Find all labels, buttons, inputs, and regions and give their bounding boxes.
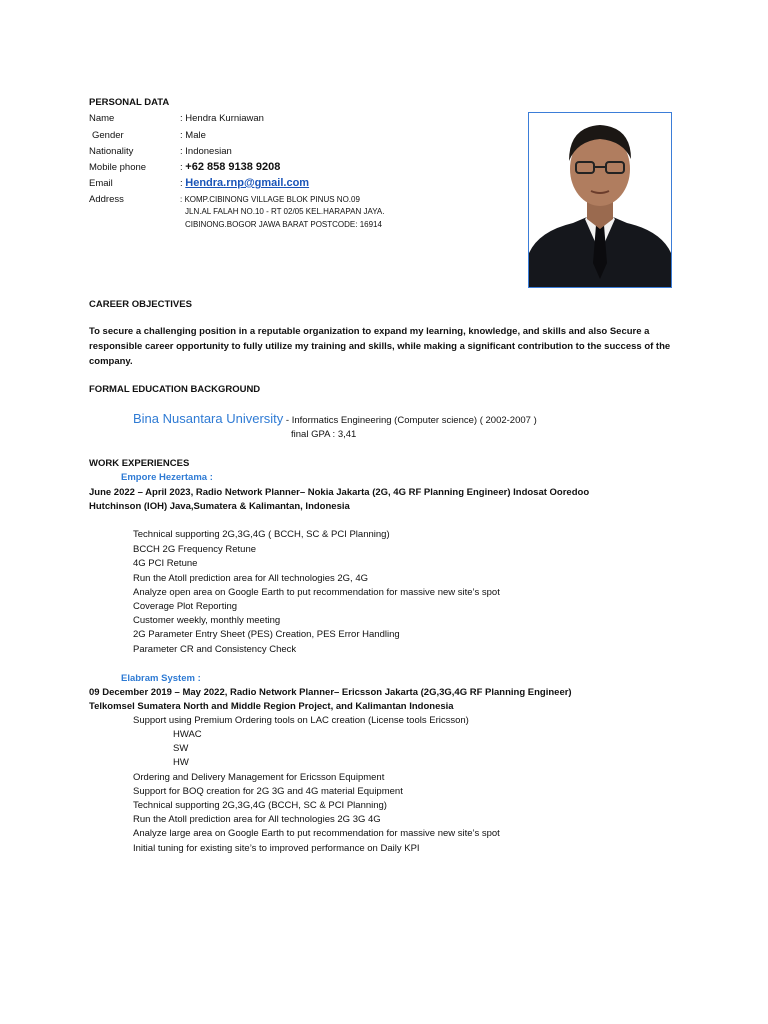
job2-task: Analyze large area on Google Earth to put recommendation for massive new site’s spot [133,828,500,839]
job1-title-line1: June 2022 – April 2023, Radio Network Planner– Nokia Jakarta (2G, 4G RF Planning Engineer) Indosat Ooredoo [89,487,590,498]
personal-data-heading: PERSONAL DATA [89,97,170,108]
job2-title-line2: Telkomsel Sumatera North and Middle Region Project, and Kalimantan Indonesia [89,701,454,712]
job2-task: Support for BOQ creation for 2G 3G and 4G material Equipment [133,786,403,797]
address-line-3: CIBINONG.BOGOR JAWA BARAT POSTCODE: 16914 [185,220,382,229]
job1-task: Technical supporting 2G,3G,4G ( BCCH, SC & PCI Planning) [133,529,390,540]
mobile-prefix: : [180,162,186,173]
work-heading: WORK EXPERIENCES [89,458,190,469]
job1-task: Customer weekly, monthly meeting [133,615,281,626]
job1-company: Empore Hezertama : [121,472,213,483]
job2-task: Run the Atoll prediction area for All technologies 2G 3G 4G [133,814,381,825]
email-label: Email [89,178,113,189]
nationality-value: : Indonesian [180,146,232,157]
education-gpa: final GPA : 3,41 [291,429,357,440]
name-row [89,113,264,124]
career-heading: CAREER OBJECTIVES [89,299,192,310]
job1-task: Coverage Plot Reporting [133,601,238,612]
education-heading: FORMAL EDUCATION BACKGROUND [89,384,261,395]
job2-title-line1: 09 December 2019 – May 2022, Radio Network Planner– Ericsson Jakarta (2G,3G,4G RF Planning Engineer) [89,687,572,698]
email-link[interactable]: Hendra.rnp@gmail.com [185,177,310,189]
gender-label: Gender [92,130,124,141]
job1-task: Parameter CR and Consistency Check [133,644,297,655]
education-row [133,410,537,428]
address-line-2: JLN.AL FALAH NO.10 - RT 02/05 KEL.HARAPAN JAYA. [185,207,385,216]
job2-subtask: HW [173,757,189,768]
nationality-label: Nationality [89,146,134,157]
job2-subtask: HWAC [173,729,202,740]
job1-task: Analyze open area on Google Earth to put recommendation for massive new site’s spot [133,587,500,598]
job1-title-line2: Hutchinson (IOH) Java,Sumatera & Kalimantan, Indonesia [89,501,350,512]
address-row [89,194,360,205]
address-label: Address [89,194,124,205]
mobile-label: Mobile phone [89,162,147,173]
address-line-1: : KOMP.CIBINONG VILLAGE BLOK PINUS NO.09 [180,195,360,204]
job2-task: Technical supporting 2G,3G,4G (BCCH, SC & PCI Planning) [133,800,387,811]
gender-value: : Male [180,130,206,141]
career-text: To secure a challenging position in a reputable organization to expand my learning, knowledge, and skills and also Secure a responsible career opportunity to fully utilize my training and skills, while making a significant contribution to the success of the company. [89,326,671,367]
job2-task: Ordering and Delivery Management for Ericsson Equipment [133,772,385,783]
job2-subtask: SW [173,743,189,754]
nationality-row [89,146,232,157]
job2-task: Support using Premium Ordering tools on LAC creation (License tools Ericsson) [133,715,469,726]
gender-row [89,130,206,141]
email-row [89,177,309,189]
mobile-value: +62 858 9138 9208 [185,161,281,173]
mobile-row [89,161,280,173]
job1-task: 4G PCI Retune [133,558,198,569]
job2-task: Initial tuning for existing site’s to improved performance on Daily KPI [133,843,420,854]
education-detail: - Informatics Engineering (Computer science) ( 2002-2007 ) [283,415,537,426]
profile-photo-icon [529,113,671,287]
job1-task: BCCH 2G Frequency Retune [133,544,257,555]
job1-task: 2G Parameter Entry Sheet (PES) Creation, PES Error Handling [133,629,400,640]
university-name: Bina Nusantara University [133,411,284,426]
name-value: : Hendra Kurniawan [180,113,264,124]
name-label: Name [89,113,115,124]
job2-company: Elabram System : [121,673,201,684]
job1-task: Run the Atoll prediction area for All technologies 2G, 4G [133,573,368,584]
profile-photo [528,112,672,288]
email-prefix: : [180,178,186,189]
